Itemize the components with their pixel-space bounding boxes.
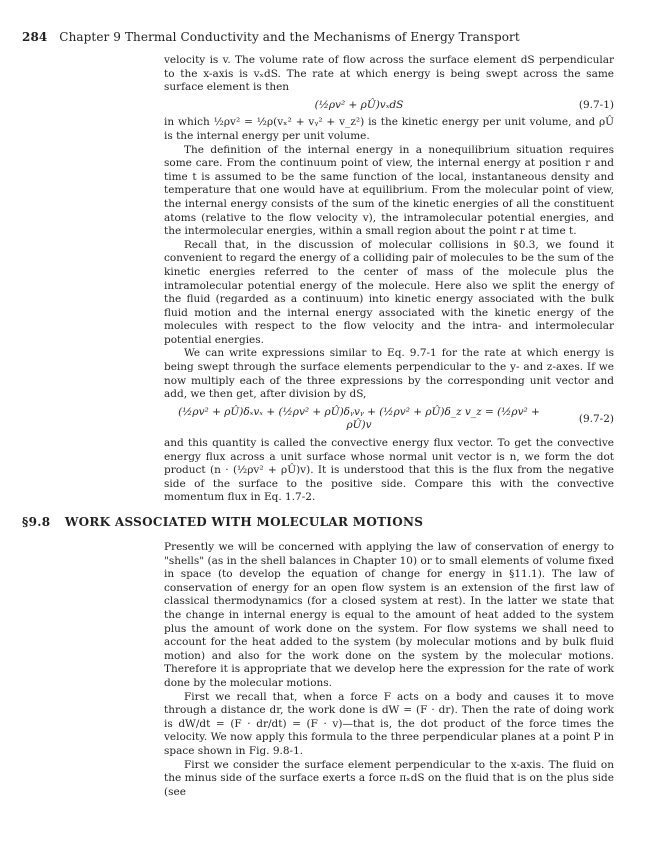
section-title: WORK ASSOCIATED WITH MOLECULAR MOTIONS (64, 515, 424, 529)
running-header (22, 30, 520, 44)
paragraph: velocity is v. The volume rate of flow across the surface element dS perpendicular to the x-axis is vₓdS. The rate at which energy is being swept across the same surface element is then (164, 54, 614, 94)
paragraph: and this quantity is called the convective energy flux vector. To get the convective energy flux across a unit surface whose normal unit vector is n, we form the dot product (n · (½ρv² + ρÛ)v). It is understood that this is the flux from the negative side of the surface to the positive side. Compare this with the convective momentum flux in Eq. 1.7-2. (164, 437, 614, 504)
section-9-7-continuation (164, 54, 614, 505)
equation-9-7-2 (164, 406, 614, 433)
paragraph: Recall that, in the discussion of molecular collisions in §0.3, we found it convenient to regard the energy of a colliding pair of molecules to be the sum of the kinetic energies referred to the center of mass of the molecule plus the intramolecular potential energy of the molecule. Here also we split the energy of the fluid (regarded as a continuum) into kinetic energy associated with the bulk fluid motion and the internal energy associated with the kinetic energy of the molecules with respect to the flow velocity and the intra- and intermolecular potential energies. (164, 238, 614, 346)
paragraph: The definition of the internal energy in a nonequilibrium situation requires some care. From the continuum point of view, the internal energy at position r and time t is assumed to be the same function of the local, instantaneous density and temperature that one would have at equilibrium. From the molecular point of view, the internal energy consists of the sum of the kinetic energies of all the constituent atoms (relative to the flow velocity v), the intramolecular potential energies, and the intermolecular energies, within a small region about the point r at time t. (164, 143, 614, 238)
section-9-8-body (164, 541, 614, 799)
section-heading (22, 515, 423, 529)
equation-9-7-1 (164, 99, 614, 113)
paragraph: Presently we will be concerned with applying the law of conservation of energy to "shells" (as in the shell balances in Chapter 10) or to small elements of volume fixed in space (to develop the equation of change for energy in §11.1). The law of conservation of energy for an open flow system is an extension of the first law of classical thermodynamics (for a closed system at rest). In the latter we state that the change in internal energy is equal to the amount of heat added to the system plus the amount of work done on the system. For flow systems we shall need to account for the heat added to the system (by molecular motions and by bulk fluid motion) and also for the work done on the system by the molecular motions. Therefore it is appropriate that we develop here the expression for the rate of work done by the molecular motions. (164, 541, 614, 689)
equation-expression: (½ρv² + ρÛ)δₓvₓ + (½ρv² + ρÛ)δᵧvᵧ + (½ρv² + ρÛ)δ_z v_z = (½ρv² + ρÛ)v (178, 405, 540, 432)
running-title: Chapter 9 Thermal Conductivity and the Mechanisms of Energy Transport (59, 30, 520, 44)
paragraph: in which ½ρv² = ½ρ(vₓ² + vᵧ² + v_z²) is the kinetic energy per unit volume, and ρÛ is the internal energy per unit volume. (164, 116, 614, 142)
paragraph: First we consider the surface element perpendicular to the x-axis. The fluid on the minus side of the surface exerts a force πₓdS on the fluid that is on the plus side (see (164, 758, 614, 798)
section-number: §9.8 (22, 515, 51, 529)
equation-number: (9.7-2) (578, 412, 614, 425)
paragraph: First we recall that, when a force F acts on a body and causes it to move through a distance dr, the work done is dW = (F · dr). Then the rate of doing work is dW/dt = (F · dr/dt) = (F · v)—that is, the dot product of the force times the velocity. We now apply this formula to the three perpendicular planes at a point P in space shown in Fig. 9.8-1. (164, 690, 614, 757)
page-number: 284 (22, 30, 48, 44)
equation-number: (9.7-1) (578, 98, 614, 111)
paragraph: We can write expressions similar to Eq. 9.7-1 for the rate at which energy is being swept through the surface elements perpendicular to the y- and z-axes. If we now multiply each of the three expressions by the corresponding unit vector and add, we then get, after division by dS, (164, 347, 614, 401)
equation-expression: (½ρv² + ρÛ)vₓdS (314, 98, 404, 111)
